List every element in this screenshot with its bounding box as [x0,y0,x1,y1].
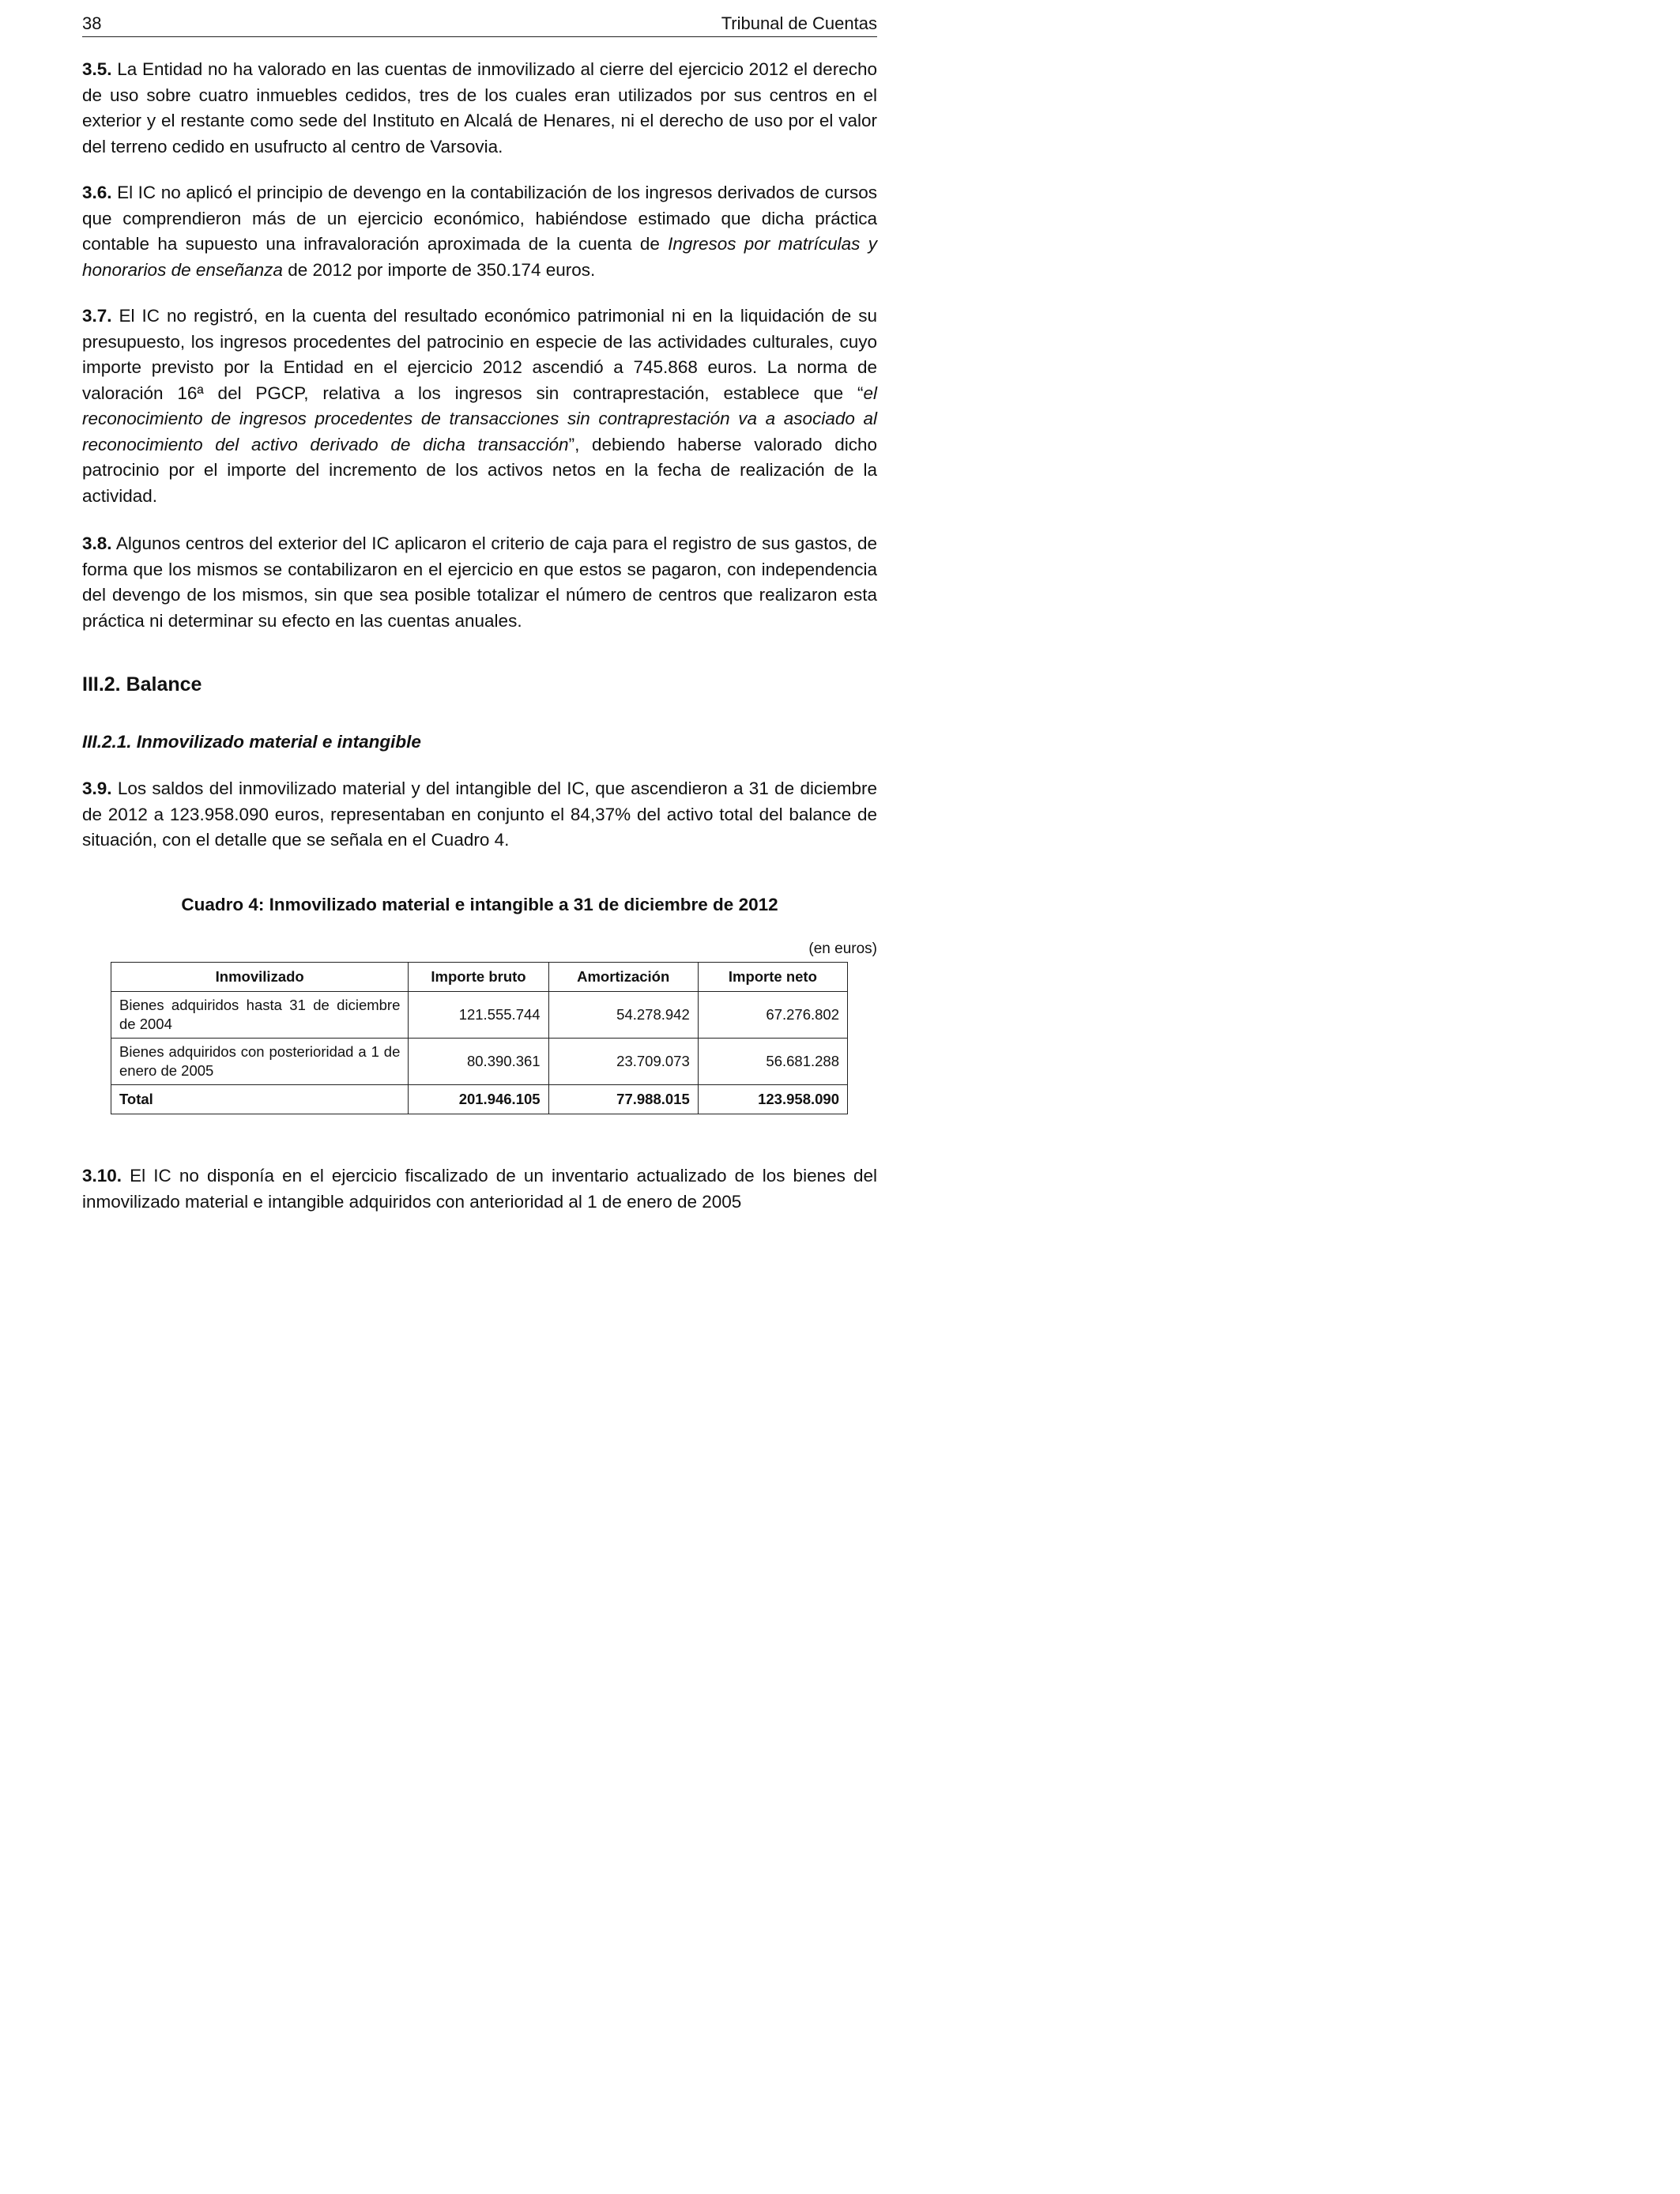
table-row [111,992,848,1039]
paragraph-number: 3.6. [82,183,112,202]
paragraph-number: 3.10. [82,1166,122,1186]
total-amortization: 77.988.015 [548,1085,698,1114]
paragraph-number: 3.7. [82,306,112,326]
total-gross: 201.946.105 [409,1085,548,1114]
paragraph-text: El IC no disponía en el ejercicio fiscalizado de un inventario actualizado de los bienes del inmovilizado material e intangible adquiridos con anterioridad al 1 de enero de 2005 [82,1166,877,1212]
subsection-title: III.2.1. Inmovilizado material e intangible [82,732,421,752]
total-row [111,1085,848,1114]
column-header: Importe bruto [409,963,548,992]
table-row [111,1039,848,1085]
gross-amount: 80.390.361 [409,1039,548,1085]
page-header [82,13,877,37]
paragraph-text: Algunos centros del exterior del IC aplicaron el criterio de caja para el registro de sus gastos, de forma que los mismos se contabilizaron en el ejercicio en que estos se pagaron, con independencia del devengo de los mismos, sin que sea posible totalizar el número de centros que realizaron esta práctica ni determinar su efecto en las cuentas anuales. [82,533,877,631]
paragraph-text: de 2012 por importe de 350.174 euros. [288,259,596,280]
net-amount: 56.681.288 [698,1039,847,1085]
column-header: Importe neto [698,963,847,992]
quoted-norm: el reconocimiento de ingresos procedentes de transacciones sin contraprestación va a asociado al reconocimiento del activo derivado de dicha transacción [82,383,877,454]
paragraph-text: ”, debiendo haberse valorado dicho patrocinio por el importe del incremento de los activos netos en la fecha de realización de la actividad. [82,434,877,506]
paragraph-text: El IC no registró, en la cuenta del resultado económico patrimonial ni en la liquidación de su presupuesto, los ingresos procedentes del patrocinio en especie de las actividades culturales, cuyo importe previsto por la Entidad en el ejercicio 2012 ascendió a 745.868 euros. La norma de valoración 16ª del PGCP, relativa a los ingresos sin contraprestación, establece que “ [82,306,877,403]
paragraph-3-5 [82,57,877,160]
paragraph-3-7 [82,303,877,509]
net-amount: 67.276.802 [698,992,847,1039]
row-label: Bienes adquiridos hasta 31 de diciembre de 2004 [111,992,409,1039]
amortization: 23.709.073 [548,1039,698,1085]
paragraph-3-9 [82,776,877,854]
fixed-assets-table [111,962,848,1114]
page-number: 38 [82,13,102,33]
column-header: Inmovilizado [111,963,409,992]
paragraph-number: 3.9. [82,778,112,798]
paragraph-text: El IC no aplicó el principio de devengo en la contabilización de los ingresos derivados de cursos que comprendieron más de un ejercicio económico, habiéndose estimado que dicha práctica contable ha supuesto una infravaloración aproximada de la cuenta de [82,183,877,254]
account-name: Ingresos por matrículas y honorarios de enseñanza [82,234,877,280]
paragraph-3-8 [82,531,877,634]
paragraph-text: La Entidad no ha valorado en las cuentas de inmovilizado al cierre del ejercicio 2012 el derecho de uso sobre cuatro inmuebles cedidos, tres de los cuales eran utilizados por sus centros en el exterior y el restante como sede del Instituto en Alcalá de Henares, ni el derecho de uso por el valor del terreno cedido en usufructo al centro de Varsovia. [82,59,877,156]
paragraph-number: 3.8. [82,533,112,553]
amortization: 54.278.942 [548,992,698,1039]
table-units: (en euros) [808,941,877,957]
section-title: III.2. Balance [82,673,202,696]
row-label: Bienes adquiridos con posterioridad a 1 de enero de 2005 [111,1039,409,1085]
column-header: Amortización [548,963,698,992]
gross-amount: 121.555.744 [409,992,548,1039]
total-net: 123.958.090 [698,1085,847,1114]
paragraph-3-10 [82,1163,877,1215]
table-header-row [111,963,848,992]
paragraph-number: 3.5. [82,59,112,79]
total-label: Total [111,1085,409,1114]
running-title: Tribunal de Cuentas [721,13,877,33]
paragraph-3-6 [82,180,877,283]
paragraph-text: Los saldos del inmovilizado material y del intangible del IC, que ascendieron a 31 de diciembre de 2012 a 123.958.090 euros, representaban en conjunto el 84,37% del activo total del balance de situación, con el detalle que se señala en el Cuadro 4. [82,778,877,850]
table-caption: Cuadro 4: Inmovilizado material e intangible a 31 de diciembre de 2012 [181,895,778,914]
